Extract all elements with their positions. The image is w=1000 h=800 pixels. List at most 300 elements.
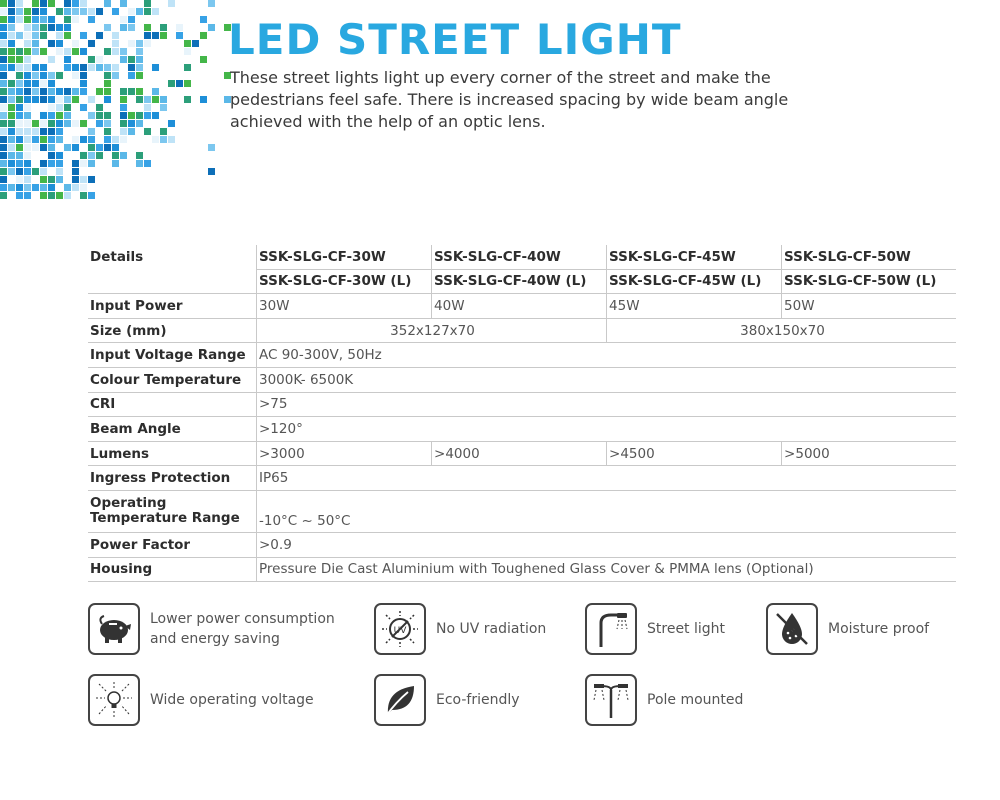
- mosaic-tile: [112, 152, 119, 159]
- mosaic-tile: [24, 48, 31, 55]
- mosaic-tile: [200, 56, 207, 63]
- mosaic-tile: [96, 8, 103, 15]
- mosaic-tile: [112, 64, 119, 71]
- mosaic-tile: [120, 88, 127, 95]
- mosaic-tile: [112, 32, 119, 39]
- model-name: SSK-SLG-CF-40W (L): [432, 269, 607, 294]
- mosaic-tile: [56, 48, 63, 55]
- mosaic-tile: [40, 0, 47, 7]
- feature-label: Wide operating voltage: [150, 692, 314, 708]
- mosaic-tile: [72, 120, 79, 127]
- table-row: [88, 417, 956, 442]
- mosaic-tile: [136, 8, 143, 15]
- mosaic-tile: [56, 8, 63, 15]
- mosaic-tile: [48, 136, 55, 143]
- mosaic-tile: [8, 104, 15, 111]
- cri-value: >75: [257, 392, 957, 417]
- mosaic-tile: [96, 152, 103, 159]
- mosaic-tile: [96, 144, 103, 151]
- mosaic-tile: [24, 32, 31, 39]
- mosaic-tile: [32, 24, 39, 31]
- mosaic-tile: [64, 8, 71, 15]
- mosaic-tile: [168, 0, 175, 7]
- power-factor-value: >0.9: [257, 532, 957, 557]
- mosaic-tile: [72, 64, 79, 71]
- mosaic-tile: [144, 112, 151, 119]
- mosaic-tile: [48, 40, 55, 47]
- mosaic-tile: [88, 152, 95, 159]
- mosaic-tile: [16, 96, 23, 103]
- mosaic-tile: [24, 72, 31, 79]
- mosaic-tile: [48, 56, 55, 63]
- model-name: SSK-SLG-CF-30W (L): [257, 269, 432, 294]
- mosaic-tile: [56, 96, 63, 103]
- operating-temperature-value: -10°C ~ 50°C: [257, 490, 957, 532]
- mosaic-tile: [168, 120, 175, 127]
- table-row: [88, 466, 956, 491]
- mosaic-tile: [40, 136, 47, 143]
- table-row: [88, 392, 956, 417]
- housing-label: Housing: [88, 557, 257, 582]
- ingress-protection-value: IP65: [257, 466, 957, 491]
- mosaic-tile: [24, 88, 31, 95]
- mosaic-tile: [72, 72, 79, 79]
- mosaic-tile: [8, 64, 15, 71]
- mosaic-tile: [0, 64, 7, 71]
- colour-temperature-label: Colour Temperature: [88, 367, 257, 392]
- mosaic-tile: [56, 120, 63, 127]
- mosaic-tile: [120, 56, 127, 63]
- mosaic-tile: [152, 88, 159, 95]
- mosaic-tile: [40, 128, 47, 135]
- mosaic-tile: [40, 8, 47, 15]
- mosaic-tile: [144, 96, 151, 103]
- mosaic-tile: [16, 120, 23, 127]
- pixel-mosaic-graphic: [0, 0, 240, 200]
- mosaic-tile: [40, 80, 47, 87]
- mosaic-tile: [48, 176, 55, 183]
- mosaic-tile: [24, 56, 31, 63]
- mosaic-tile: [72, 0, 79, 7]
- mosaic-tile: [152, 96, 159, 103]
- mosaic-tile: [104, 96, 111, 103]
- mosaic-tile: [112, 160, 119, 167]
- model-name: SSK-SLG-CF-45W (L): [607, 269, 782, 294]
- mosaic-tile: [32, 184, 39, 191]
- mosaic-tile: [160, 128, 167, 135]
- input-power-value: 40W: [432, 294, 607, 319]
- mosaic-tile: [80, 160, 87, 167]
- mosaic-tile: [72, 184, 79, 191]
- mosaic-tile: [8, 128, 15, 135]
- product-description: These street lights light up every corner of the street and make the pedestrians feel safe. There is increased spacing by wide beam angle achieved with the help of an optic lens.: [230, 68, 789, 131]
- mosaic-tile: [104, 88, 111, 95]
- mosaic-tile: [120, 24, 127, 31]
- table-row: [88, 441, 956, 466]
- mosaic-tile: [80, 120, 87, 127]
- mosaic-tile: [80, 104, 87, 111]
- model-name: SSK-SLG-CF-50W: [782, 245, 956, 269]
- mosaic-tile: [144, 40, 151, 47]
- mosaic-tile: [160, 104, 167, 111]
- mosaic-tile: [88, 96, 95, 103]
- mosaic-tile: [112, 136, 119, 143]
- mosaic-tile: [0, 0, 7, 7]
- mosaic-tile: [80, 48, 87, 55]
- mosaic-tile: [120, 152, 127, 159]
- mosaic-tile: [16, 32, 23, 39]
- mosaic-tile: [56, 32, 63, 39]
- mosaic-tile: [24, 184, 31, 191]
- operating-temperature-label-line1: Operating: [90, 495, 167, 512]
- mosaic-tile: [0, 88, 7, 95]
- mosaic-tile: [48, 160, 55, 167]
- operating-temperature-label-line2: Temperature Range: [90, 510, 240, 527]
- mosaic-tile: [32, 64, 39, 71]
- mosaic-tile: [48, 112, 55, 119]
- power-factor-label: Power Factor: [88, 532, 257, 557]
- mosaic-tile: [96, 56, 103, 63]
- feature-label: No UV radiation: [436, 621, 547, 637]
- mosaic-tile: [64, 32, 71, 39]
- mosaic-tile: [64, 104, 71, 111]
- mosaic-tile: [136, 120, 143, 127]
- mosaic-tile: [32, 144, 39, 151]
- mosaic-tile: [120, 120, 127, 127]
- mosaic-tile: [128, 40, 135, 47]
- mosaic-tile: [112, 40, 119, 47]
- mosaic-tile: [144, 24, 151, 31]
- mosaic-tile: [144, 32, 151, 39]
- mosaic-tile: [16, 192, 23, 199]
- mosaic-tile: [104, 120, 111, 127]
- mosaic-tile: [152, 8, 159, 15]
- mosaic-tile: [128, 120, 135, 127]
- mosaic-tile: [56, 152, 63, 159]
- mosaic-tile: [24, 112, 31, 119]
- mosaic-tile: [136, 72, 143, 79]
- mosaic-tile: [88, 40, 95, 47]
- mosaic-svg: [0, 0, 240, 200]
- mosaic-tile: [32, 72, 39, 79]
- table-row: [88, 557, 956, 582]
- mosaic-tile: [8, 96, 15, 103]
- mosaic-tile: [120, 0, 127, 7]
- feature-pole-mounted: [585, 674, 743, 726]
- mosaic-tile: [136, 152, 143, 159]
- mosaic-tile: [48, 152, 55, 159]
- table-row: [88, 367, 956, 392]
- mosaic-tile: [120, 136, 127, 143]
- mosaic-tile: [128, 112, 135, 119]
- mosaic-tile: [24, 168, 31, 175]
- model-name: SSK-SLG-CF-30W: [257, 245, 432, 269]
- mosaic-tile: [0, 48, 7, 55]
- mosaic-tile: [48, 0, 55, 7]
- feature-moisture-proof: [766, 603, 929, 655]
- mosaic-tile: [72, 176, 79, 183]
- mosaic-tile: [128, 72, 135, 79]
- mosaic-tile: [96, 32, 103, 39]
- feature-street-light: [585, 603, 725, 655]
- mosaic-tile: [40, 48, 47, 55]
- mosaic-tile: [64, 16, 71, 23]
- mosaic-tile: [120, 112, 127, 119]
- mosaic-tile: [120, 104, 127, 111]
- lumens-label: Lumens: [88, 441, 257, 466]
- mosaic-tile: [56, 192, 63, 199]
- ingress-protection-label: Ingress Protection: [88, 466, 257, 491]
- mosaic-tile: [104, 128, 111, 135]
- mosaic-tile: [80, 32, 87, 39]
- mosaic-tile: [128, 24, 135, 31]
- mosaic-tile: [40, 32, 47, 39]
- mosaic-tile: [72, 144, 79, 151]
- mosaic-tile: [0, 144, 7, 151]
- mosaic-tile: [16, 72, 23, 79]
- mosaic-tile: [40, 24, 47, 31]
- mosaic-tile: [136, 96, 143, 103]
- mosaic-tile: [128, 88, 135, 95]
- colour-temperature-value: 3000K- 6500K: [257, 367, 957, 392]
- mosaic-tile: [8, 160, 15, 167]
- mosaic-tile: [8, 40, 15, 47]
- mosaic-tile: [104, 72, 111, 79]
- mosaic-tile: [24, 152, 31, 159]
- spec-table: [88, 245, 956, 582]
- mosaic-tile: [8, 32, 15, 39]
- mosaic-tile: [40, 64, 47, 71]
- mosaic-tile: [80, 80, 87, 87]
- cri-label: CRI: [88, 392, 257, 417]
- mosaic-tile: [0, 32, 7, 39]
- street-light-icon: [585, 603, 637, 655]
- input-power-value: 45W: [607, 294, 782, 319]
- mosaic-tile: [72, 96, 79, 103]
- svg-text:UV: UV: [393, 626, 407, 636]
- mosaic-tile: [8, 8, 15, 15]
- mosaic-tile: [176, 32, 183, 39]
- size-label: Size (mm): [88, 318, 257, 343]
- mosaic-tile: [32, 40, 39, 47]
- mosaic-tile: [80, 184, 87, 191]
- mosaic-tile: [184, 40, 191, 47]
- mosaic-tile: [136, 64, 143, 71]
- mosaic-tile: [136, 40, 143, 47]
- mosaic-tile: [208, 0, 215, 7]
- mosaic-tile: [120, 128, 127, 135]
- mosaic-tile: [48, 80, 55, 87]
- mosaic-tile: [200, 16, 207, 23]
- mosaic-tile: [32, 48, 39, 55]
- mosaic-tile: [96, 88, 103, 95]
- mosaic-tile: [16, 88, 23, 95]
- input-voltage-value: AC 90-300V, 50Hz: [257, 343, 957, 368]
- mosaic-tile: [0, 184, 7, 191]
- mosaic-tile: [16, 8, 23, 15]
- mosaic-tile: [80, 176, 87, 183]
- mosaic-tile: [48, 128, 55, 135]
- feature-label: Pole mounted: [647, 692, 744, 708]
- mosaic-tile: [128, 16, 135, 23]
- moisture-drop-icon: [766, 603, 818, 655]
- mosaic-tile: [72, 48, 79, 55]
- mosaic-tile: [104, 0, 111, 7]
- mosaic-tile: [40, 72, 47, 79]
- mosaic-tile: [104, 48, 111, 55]
- feature-no-uv: [374, 603, 546, 655]
- feature-label: Moisture proof: [828, 621, 930, 637]
- mosaic-tile: [16, 64, 23, 71]
- mosaic-tile: [144, 128, 151, 135]
- mosaic-tile: [56, 136, 63, 143]
- mosaic-tile: [56, 104, 63, 111]
- mosaic-tile: [112, 72, 119, 79]
- mosaic-tile: [24, 64, 31, 71]
- mosaic-tile: [88, 160, 95, 167]
- mosaic-tile: [0, 112, 7, 119]
- mosaic-tile: [80, 72, 87, 79]
- mosaic-tile: [56, 72, 63, 79]
- mosaic-tile: [176, 80, 183, 87]
- mosaic-tile: [144, 160, 151, 167]
- mosaic-tile: [160, 96, 167, 103]
- mosaic-tile: [104, 144, 111, 151]
- mosaic-tile: [184, 80, 191, 87]
- feature-label: Eco-friendly: [436, 692, 520, 708]
- table-row: [88, 532, 956, 557]
- mosaic-tile: [24, 96, 31, 103]
- mosaic-tile: [24, 104, 31, 111]
- mosaic-tile: [0, 192, 7, 199]
- mosaic-tile: [8, 168, 15, 175]
- mosaic-tile: [16, 176, 23, 183]
- mosaic-tile: [48, 88, 55, 95]
- lumens-value: >3000: [257, 441, 432, 466]
- mosaic-tile: [72, 160, 79, 167]
- mosaic-tile: [112, 144, 119, 151]
- mosaic-tile: [0, 24, 7, 31]
- mosaic-tile: [64, 144, 71, 151]
- mosaic-tile: [48, 120, 55, 127]
- piggy-bank-icon: [88, 603, 140, 655]
- mosaic-tile: [88, 144, 95, 151]
- mosaic-tile: [64, 96, 71, 103]
- mosaic-tile: [16, 0, 23, 7]
- feature-wide-voltage: [88, 674, 314, 726]
- mosaic-tile: [112, 8, 119, 15]
- mosaic-tile: [24, 120, 31, 127]
- mosaic-tile: [64, 120, 71, 127]
- mosaic-tile: [16, 112, 23, 119]
- mosaic-tile: [96, 104, 103, 111]
- mosaic-tile: [88, 176, 95, 183]
- mosaic-tile: [8, 88, 15, 95]
- mosaic-tile: [56, 168, 63, 175]
- lumens-value: >5000: [782, 441, 956, 466]
- table-row: [88, 245, 956, 269]
- mosaic-tile: [8, 48, 15, 55]
- mosaic-tile: [200, 96, 207, 103]
- mosaic-tile: [144, 0, 151, 7]
- mosaic-tile: [40, 176, 47, 183]
- mosaic-tile: [80, 136, 87, 143]
- mosaic-tile: [32, 120, 39, 127]
- mosaic-tile: [0, 96, 7, 103]
- mosaic-tile: [152, 64, 159, 71]
- housing-value: Pressure Die Cast Aluminium with Toughened Glass Cover & PMMA lens (Optional): [257, 557, 957, 582]
- mosaic-tile: [200, 32, 207, 39]
- mosaic-tile: [120, 48, 127, 55]
- mosaic-tile: [8, 80, 15, 87]
- mosaic-tile: [88, 56, 95, 63]
- mosaic-tile: [8, 16, 15, 23]
- table-row: [88, 343, 956, 368]
- mosaic-tile: [184, 96, 191, 103]
- mosaic-tile: [56, 160, 63, 167]
- table-row: [88, 269, 956, 294]
- mosaic-tile: [72, 88, 79, 95]
- mosaic-tile: [120, 16, 127, 23]
- mosaic-tile: [16, 104, 23, 111]
- mosaic-tile: [0, 152, 7, 159]
- mosaic-tile: [88, 16, 95, 23]
- mosaic-tile: [152, 32, 159, 39]
- mosaic-tile: [72, 168, 79, 175]
- mosaic-tile: [144, 8, 151, 15]
- mosaic-tile: [40, 168, 47, 175]
- mosaic-tile: [40, 112, 47, 119]
- mosaic-tile: [48, 104, 55, 111]
- feature-label: Street light: [647, 621, 726, 637]
- input-power-value: 50W: [782, 294, 956, 319]
- mosaic-tile: [160, 24, 167, 31]
- mosaic-tile: [8, 120, 15, 127]
- page-title: LED STREET LIGHT: [228, 15, 682, 64]
- mosaic-tile: [0, 136, 7, 143]
- input-power-label: Input Power: [88, 294, 257, 319]
- mosaic-tile: [80, 152, 87, 159]
- mosaic-tile: [24, 128, 31, 135]
- size-value: 352x127x70: [257, 318, 607, 343]
- mosaic-tile: [88, 128, 95, 135]
- mosaic-tile: [0, 128, 7, 135]
- mosaic-tile: [56, 112, 63, 119]
- mosaic-tile: [8, 56, 15, 63]
- mosaic-tile: [32, 88, 39, 95]
- mosaic-tile: [176, 24, 183, 31]
- mosaic-tile: [184, 48, 191, 55]
- mosaic-tile: [24, 40, 31, 47]
- mosaic-tile: [56, 40, 63, 47]
- mosaic-tile: [32, 0, 39, 7]
- mosaic-tile: [80, 0, 87, 7]
- mosaic-tile: [16, 184, 23, 191]
- mosaic-tile: [64, 88, 71, 95]
- mosaic-tile: [64, 64, 71, 71]
- mosaic-tile: [64, 0, 71, 7]
- mosaic-tile: [0, 160, 7, 167]
- mosaic-tile: [8, 24, 15, 31]
- mosaic-tile: [16, 144, 23, 151]
- table-row: [88, 490, 956, 532]
- mosaic-tile: [24, 192, 31, 199]
- mosaic-tile: [96, 64, 103, 71]
- mosaic-tile: [136, 88, 143, 95]
- mosaic-tile: [144, 104, 151, 111]
- input-voltage-label: Input Voltage Range: [88, 343, 257, 368]
- mosaic-tile: [128, 8, 135, 15]
